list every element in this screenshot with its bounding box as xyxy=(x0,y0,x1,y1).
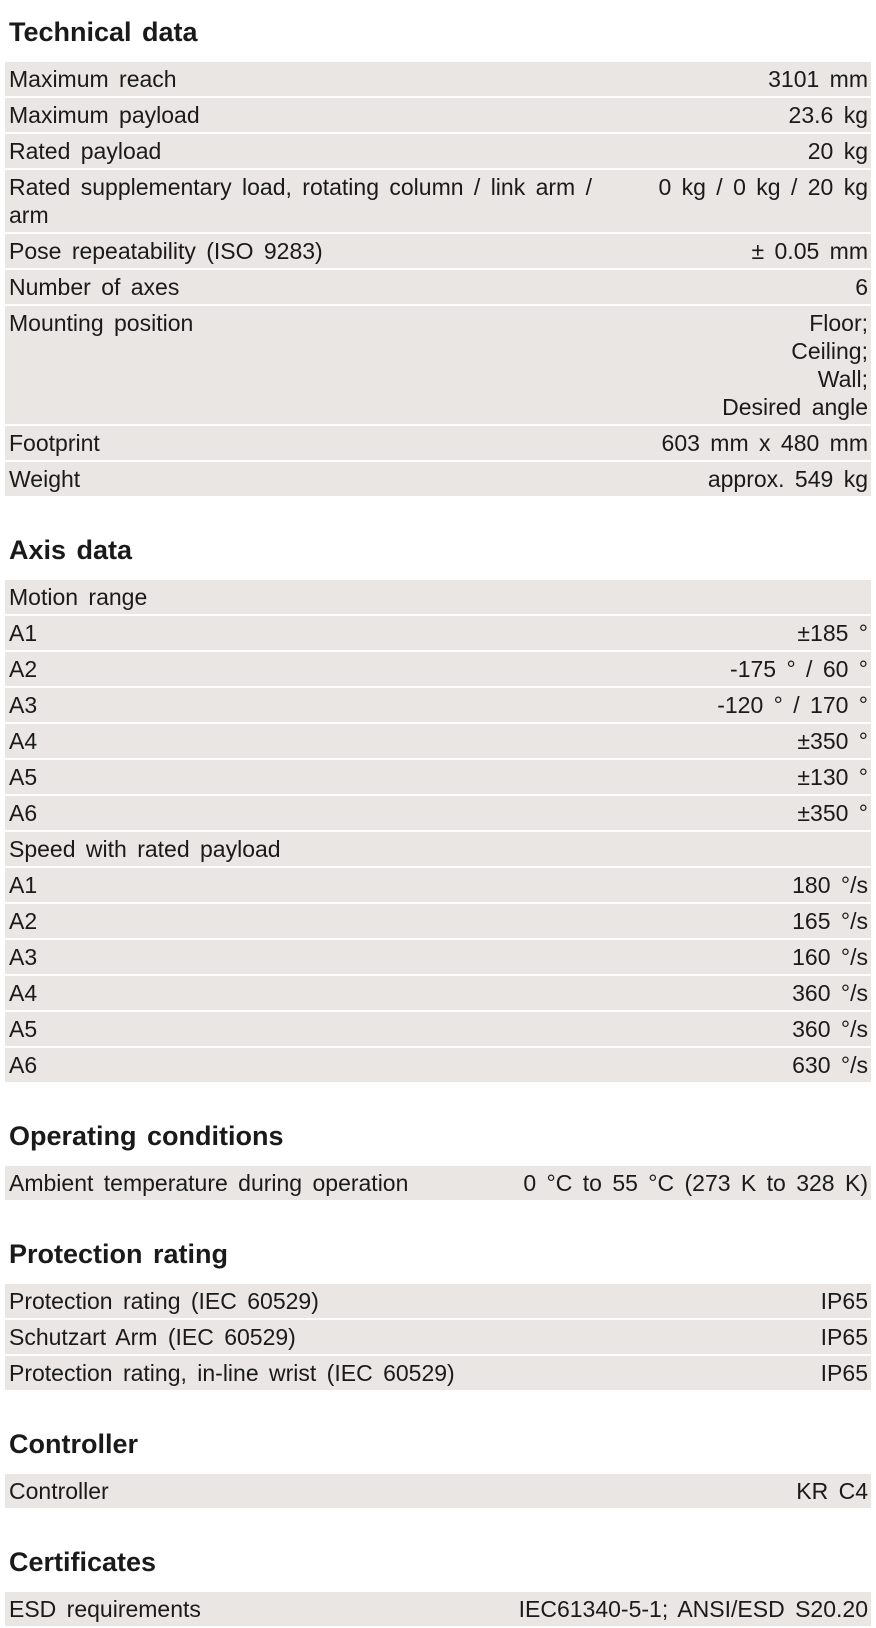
row-value: IP65 xyxy=(820,1360,868,1386)
row-label: Pose repeatability (ISO 9283) xyxy=(9,238,323,264)
table-row xyxy=(5,1048,871,1084)
table-row xyxy=(5,306,871,426)
table-row xyxy=(5,234,871,270)
mounting-wall: Wall; xyxy=(817,366,868,392)
row-label: Maximum reach xyxy=(9,66,177,92)
row-label: A5 xyxy=(9,764,38,790)
mounting-desired-angle: Desired angle xyxy=(722,394,868,420)
row-value: IEC61340-5-1; ANSI/ESD S20.20 xyxy=(518,1596,868,1622)
row-label: A4 xyxy=(9,728,38,754)
table-row xyxy=(5,1474,871,1510)
table-row-header xyxy=(5,832,871,868)
mounting-ceiling: Ceiling; xyxy=(791,338,868,364)
table-row xyxy=(5,688,871,724)
row-label: A1 xyxy=(9,872,38,898)
row-label: A5 xyxy=(9,1016,38,1042)
section-title-technical-data: Technical data xyxy=(9,17,198,47)
table-row xyxy=(5,426,871,462)
row-value: 20 kg xyxy=(807,138,868,164)
row-label: Ambient temperature during operation xyxy=(9,1170,409,1196)
row-value: IP65 xyxy=(820,1324,868,1350)
row-value: ±185 ° xyxy=(797,620,868,646)
table-row xyxy=(5,904,871,940)
row-label: Rated payload xyxy=(9,138,162,164)
section-title-protection-rating: Protection rating xyxy=(9,1239,229,1269)
table-row xyxy=(5,616,871,652)
section-title-certificates: Certificates xyxy=(9,1547,157,1577)
table-row xyxy=(5,270,871,306)
row-label: Rated supplementary load, rotating column / link arm / arm xyxy=(9,174,592,228)
table-row xyxy=(5,724,871,760)
row-value: ± 0.05 mm xyxy=(751,238,868,264)
table-row xyxy=(5,976,871,1012)
row-value: 630 °/s xyxy=(792,1052,868,1078)
row-label: A6 xyxy=(9,800,38,826)
row-label: Protection rating (IEC 60529) xyxy=(9,1288,319,1314)
table-row xyxy=(5,62,871,98)
row-label: Speed with rated payload xyxy=(9,836,281,862)
row-value: approx. 549 kg xyxy=(707,466,868,492)
technical-data-table xyxy=(5,62,871,498)
operating-conditions-table xyxy=(5,1166,871,1202)
row-value: -175 ° / 60 ° xyxy=(730,656,868,682)
row-label: Schutzart Arm (IEC 60529) xyxy=(9,1324,296,1350)
row-value: 0 °C to 55 °C (273 K to 328 K) xyxy=(523,1170,868,1196)
row-value: 360 °/s xyxy=(792,980,868,1006)
table-row xyxy=(5,1592,871,1628)
row-label: Mounting position xyxy=(9,310,194,336)
row-label: Weight xyxy=(9,466,81,492)
mounting-floor: Floor; xyxy=(809,310,868,336)
table-row xyxy=(5,462,871,498)
row-label: Motion range xyxy=(9,584,148,610)
table-row xyxy=(5,134,871,170)
row-label: Controller xyxy=(9,1478,109,1504)
axis-data-table xyxy=(5,580,871,1084)
row-value: 603 mm x 480 mm xyxy=(661,430,868,456)
row-value: 165 °/s xyxy=(792,908,868,934)
table-row xyxy=(5,1012,871,1048)
table-row xyxy=(5,1166,871,1202)
controller-table xyxy=(5,1474,871,1510)
table-row xyxy=(5,940,871,976)
table-row xyxy=(5,98,871,134)
row-value: ±350 ° xyxy=(797,728,868,754)
section-title-controller: Controller xyxy=(9,1429,139,1459)
row-label: Number of axes xyxy=(9,274,180,300)
row-label: A6 xyxy=(9,1052,38,1078)
row-value: 180 °/s xyxy=(792,872,868,898)
row-value: 6 xyxy=(855,274,868,300)
table-row xyxy=(5,760,871,796)
row-label: A2 xyxy=(9,908,38,934)
row-label: A1 xyxy=(9,620,38,646)
table-row xyxy=(5,170,871,234)
row-label: A3 xyxy=(9,692,38,718)
row-value: 360 °/s xyxy=(792,1016,868,1042)
row-label: Footprint xyxy=(9,430,100,456)
row-value: 0 kg / 0 kg / 20 kg xyxy=(658,174,868,200)
row-value: 3101 mm xyxy=(768,66,868,92)
row-label: A3 xyxy=(9,944,38,970)
row-value-list xyxy=(722,309,868,421)
row-label: A2 xyxy=(9,656,38,682)
protection-rating-table xyxy=(5,1284,871,1392)
row-label: Maximum payload xyxy=(9,102,200,128)
table-row xyxy=(5,868,871,904)
row-value: ±130 ° xyxy=(797,764,868,790)
table-row xyxy=(5,1284,871,1320)
table-row-header xyxy=(5,580,871,616)
row-value: ±350 ° xyxy=(797,800,868,826)
table-row xyxy=(5,1356,871,1392)
section-title-axis-data: Axis data xyxy=(9,535,133,565)
row-value: IP65 xyxy=(820,1288,868,1314)
table-row xyxy=(5,1320,871,1356)
row-value: 160 °/s xyxy=(792,944,868,970)
row-label: A4 xyxy=(9,980,38,1006)
table-row xyxy=(5,796,871,832)
row-value: 23.6 kg xyxy=(788,102,868,128)
row-value: -120 ° / 170 ° xyxy=(717,692,868,718)
section-title-operating-conditions: Operating conditions xyxy=(9,1121,284,1151)
certificates-table xyxy=(5,1592,871,1628)
spec-sheet xyxy=(5,0,871,1628)
row-label: ESD requirements xyxy=(9,1596,201,1622)
row-value: KR C4 xyxy=(796,1478,868,1504)
table-row xyxy=(5,652,871,688)
row-label: Protection rating, in-line wrist (IEC 60529) xyxy=(9,1360,455,1386)
